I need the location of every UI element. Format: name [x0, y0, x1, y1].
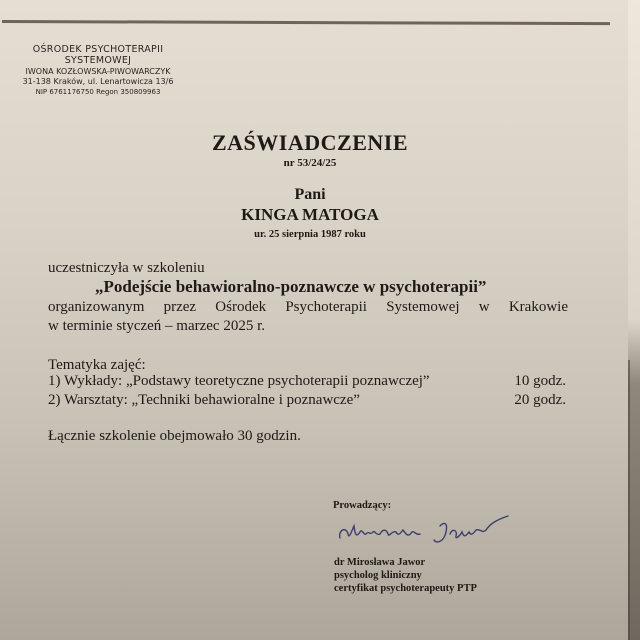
birth-date: ur. 25 sierpnia 1987 roku	[254, 229, 366, 240]
course-title: „Podejście behawioralno-poznawcze w psychoterapii”	[95, 277, 487, 296]
org-registry: NIP 6761176750 Regon 350809963	[35, 88, 161, 96]
topic-label: 2) Warsztaty: „Techniki behawioralne i poznawcze”	[48, 392, 360, 408]
organizer-word: Psychoterapii	[285, 299, 367, 315]
topics-heading: Tematyka zajęć:	[48, 357, 146, 373]
total-hours-text: Łącznie szkolenie obejmowało 30 godzin.	[48, 428, 301, 444]
organizer-word: w	[478, 299, 490, 315]
certificate-number: nr 53/24/25	[283, 157, 337, 169]
institution-stamp	[8, 44, 188, 97]
organizer-line	[48, 299, 568, 316]
salutation: Pani	[294, 186, 326, 203]
page-edge-shadow	[628, 360, 630, 640]
topic-label: 1) Wykłady: „Podstawy teoretyczne psychoterapii poznawczej”	[48, 373, 430, 389]
topic-row	[48, 392, 566, 409]
participation-text: uczestniczyła w szkoleniu	[48, 260, 205, 276]
topic-row	[48, 373, 566, 390]
instructor-details	[334, 556, 477, 595]
org-name-line1: OŚRODEK PSYCHOTERAPII	[32, 44, 164, 55]
org-owner: IWONA KOZŁOWSKA-PIWOWARCZYK	[25, 67, 171, 76]
organizer-word: Krakowie	[508, 299, 568, 315]
topic-hours: 10 godz.	[514, 373, 566, 389]
instructor-role: psycholog kliniczny	[334, 570, 422, 581]
instructor-certification: certyfikat psychoterapeuty PTP	[334, 583, 477, 594]
org-address: 31-138 Kraków, ul. Lenartowicza 13/6	[22, 77, 174, 86]
topic-hours: 20 godz.	[514, 392, 566, 408]
instructor-heading: Prowadzący:	[333, 500, 392, 511]
top-divider	[2, 20, 610, 25]
document-title: ZAŚWIADCZENIE	[212, 130, 408, 155]
org-name-line2: SYSTEMOWEJ	[64, 55, 132, 66]
organizer-word: Systemowej	[386, 299, 460, 315]
organizer-word: Ośrodek	[215, 299, 267, 315]
term-text: w terminie styczeń – marzec 2025 r.	[48, 318, 266, 334]
organizer-word: organizowanym	[48, 299, 145, 315]
handwritten-signature	[336, 512, 516, 552]
instructor-name: dr Mirosława Jawor	[334, 557, 426, 568]
participant-name: KINGA MATOGA	[241, 205, 379, 224]
organizer-word: przez	[163, 299, 197, 315]
